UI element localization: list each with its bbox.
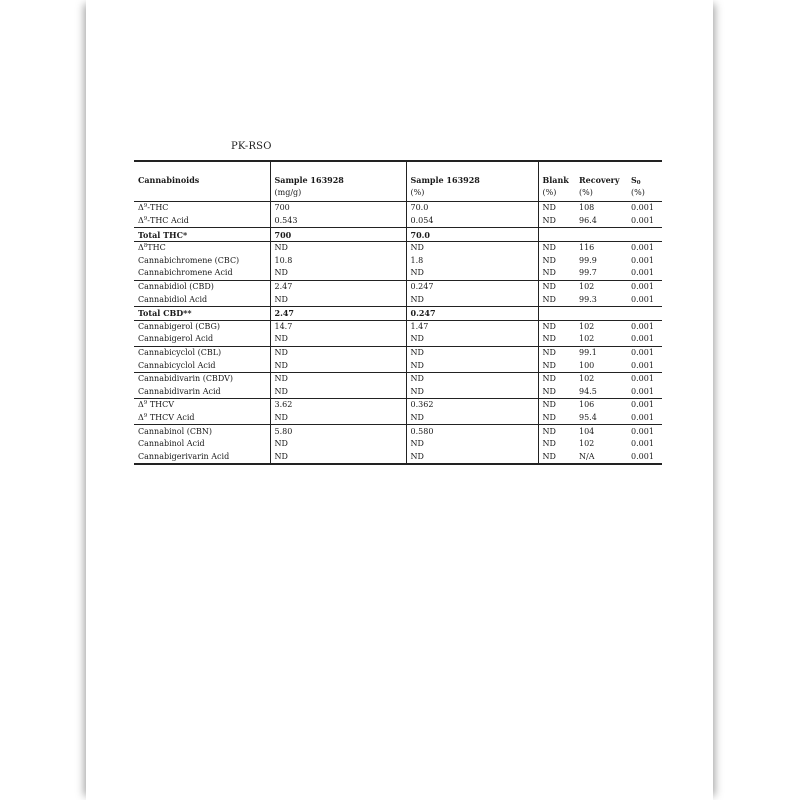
delta-symbol: Δ xyxy=(138,412,144,422)
cell-sample-mg: ND xyxy=(270,333,406,346)
cell-s0: 0.001 xyxy=(627,320,662,333)
cell-sample-mg: 0.543 xyxy=(270,215,406,228)
cell-s0: 0.001 xyxy=(631,439,654,449)
cell-s0 xyxy=(627,228,662,242)
cell-cannabinoid-name: Cannabinol Acid xyxy=(138,439,205,449)
cell-s0: 0.001 xyxy=(631,294,654,304)
cell-recovery xyxy=(575,228,627,242)
cell-sample-mg: 5.80 xyxy=(270,425,406,438)
cell-blank: ND xyxy=(538,267,575,280)
cell-s0: 0.001 xyxy=(627,372,662,385)
cell-recovery: 116 xyxy=(575,241,627,254)
cell-recovery: 102 xyxy=(579,439,595,449)
cell-blank xyxy=(538,306,575,320)
cell-cannabinoid-name: Cannabicyclol Acid xyxy=(138,360,216,370)
table-body xyxy=(134,202,662,464)
cell-cannabinoid-name: Total CBD** xyxy=(134,306,270,320)
table-row xyxy=(134,412,662,425)
units-sample-pct: (%) xyxy=(406,187,538,202)
cell-s0: 0.001 xyxy=(631,386,654,396)
cell-recovery: 100 xyxy=(579,360,595,370)
delta-symbol: Δ xyxy=(138,400,144,410)
cell-cannabinoid-name: Cannabichromene Acid xyxy=(138,268,233,278)
cell-s0: 0.001 xyxy=(627,346,662,359)
header-recovery: Recovery xyxy=(575,161,627,187)
cell-cannabinoid-name xyxy=(134,412,270,425)
table-total-row xyxy=(134,306,662,320)
cell-cannabinoid-name xyxy=(134,241,270,254)
cell-recovery: 96.4 xyxy=(579,216,597,226)
cell-s0: 0.001 xyxy=(627,280,662,293)
table-row xyxy=(134,399,662,412)
cell-sample-mg: ND xyxy=(270,293,406,306)
delta-symbol: Δ xyxy=(138,203,144,213)
table-row xyxy=(134,255,662,268)
cell-sample-pct: ND xyxy=(406,267,538,280)
cell-s0: 0.001 xyxy=(631,268,654,278)
table-row xyxy=(134,346,662,359)
cell-s0: 0.001 xyxy=(631,412,654,422)
cell-sample-mg: ND xyxy=(270,450,406,464)
cell-sample-mg: ND xyxy=(270,267,406,280)
cell-blank: ND xyxy=(538,346,575,359)
cell-cannabinoid-name: Cannabicyclol (CBL) xyxy=(134,346,270,359)
cell-sample-mg: ND xyxy=(270,386,406,399)
cell-blank: ND xyxy=(538,215,575,228)
units-s0: (%) xyxy=(627,187,662,202)
header-sample-pct: Sample 163928 xyxy=(406,161,538,187)
cell-cannabinoid-name: Cannabidivarin Acid xyxy=(138,386,221,396)
cell-recovery: 102 xyxy=(575,280,627,293)
document-title: PK-RSO xyxy=(231,141,272,152)
table-row xyxy=(134,280,662,293)
cell-sample-mg: ND xyxy=(270,372,406,385)
isomer-superscript: 9 xyxy=(143,216,148,223)
cell-blank: ND xyxy=(538,241,575,254)
cell-sample-pct: ND xyxy=(406,333,538,346)
header-s0-main: S xyxy=(631,175,637,186)
cell-s0: 0.001 xyxy=(627,241,662,254)
cell-cannabinoid-name: Cannabichromene (CBC) xyxy=(138,255,240,265)
delta-symbol: Δ xyxy=(138,243,144,253)
cannabinoid-results-table xyxy=(134,160,662,465)
isomer-superscript: 8 xyxy=(143,243,148,250)
cell-sample-pct: 1.8 xyxy=(406,255,538,268)
table-row xyxy=(134,372,662,385)
units-recovery: (%) xyxy=(575,187,627,202)
cell-sample-mg: 10.8 xyxy=(270,255,406,268)
cell-s0: 0.001 xyxy=(627,450,662,464)
cell-sample-pct: ND xyxy=(406,450,538,464)
cell-blank: ND xyxy=(538,412,575,425)
cell-recovery: 94.5 xyxy=(579,386,597,396)
cell-blank: ND xyxy=(538,399,575,412)
cell-recovery: 99.9 xyxy=(579,255,597,265)
cell-blank: ND xyxy=(538,333,575,346)
units-blank: (%) xyxy=(538,187,575,202)
cell-s0: 0.001 xyxy=(627,399,662,412)
cell-s0: 0.001 xyxy=(627,425,662,438)
cell-recovery: 99.3 xyxy=(579,294,597,304)
table-row xyxy=(134,359,662,372)
cannabinoid-name-text: THCV xyxy=(147,400,175,410)
cell-recovery: 99.1 xyxy=(575,346,627,359)
header-sample-mg: Sample 163928 xyxy=(270,161,406,187)
cell-sample-mg: ND xyxy=(270,359,406,372)
cell-recovery: 99.7 xyxy=(579,268,597,278)
cell-sample-pct: 70.0 xyxy=(406,202,538,215)
cell-s0: 0.001 xyxy=(631,216,654,226)
cell-sample-mg: 2.47 xyxy=(270,306,406,320)
cell-cannabinoid-name: Cannabidiol Acid xyxy=(138,294,208,304)
cell-sample-pct: 0.247 xyxy=(406,306,538,320)
cell-blank: ND xyxy=(538,320,575,333)
table-row xyxy=(134,438,662,451)
cell-cannabinoid-name: Cannabigerol Acid xyxy=(138,334,214,344)
cell-recovery: 102 xyxy=(575,372,627,385)
cell-cannabinoid-name xyxy=(134,215,270,228)
cell-blank: ND xyxy=(538,293,575,306)
cell-cannabinoid-name: Cannabidivarin (CBDV) xyxy=(134,372,270,385)
table-total-row xyxy=(134,228,662,242)
cell-cannabinoid-name: Total THC* xyxy=(134,228,270,242)
cell-cannabinoid-name xyxy=(134,399,270,412)
cell-sample-pct: 0.247 xyxy=(406,280,538,293)
cell-sample-pct: ND xyxy=(406,359,538,372)
cell-cannabinoid-name: Cannabigerivarin Acid xyxy=(134,450,270,464)
header-s0 xyxy=(627,161,662,187)
table-row xyxy=(134,241,662,254)
cell-recovery: N/A xyxy=(575,450,627,464)
cannabinoid-name-text: -THC xyxy=(147,203,169,213)
cell-s0: 0.001 xyxy=(631,255,654,265)
cell-blank: ND xyxy=(538,359,575,372)
table-row xyxy=(134,386,662,399)
cell-s0 xyxy=(627,306,662,320)
delta-symbol: Δ xyxy=(138,216,144,226)
cell-blank: ND xyxy=(538,386,575,399)
cell-recovery: 95.4 xyxy=(579,412,597,422)
cell-sample-pct: 70.0 xyxy=(406,228,538,242)
cell-sample-pct: 1.47 xyxy=(406,320,538,333)
header-blank: Blank xyxy=(538,161,575,187)
cell-s0: 0.001 xyxy=(631,334,654,344)
table-row xyxy=(134,293,662,306)
cell-sample-pct: 0.054 xyxy=(406,215,538,228)
cell-sample-mg: ND xyxy=(270,346,406,359)
header-cannabinoids: Cannabinoids xyxy=(134,161,270,187)
cell-sample-pct: 0.580 xyxy=(406,425,538,438)
cell-blank: ND xyxy=(538,450,575,464)
isomer-superscript: 9 xyxy=(143,400,148,407)
cell-cannabinoid-name xyxy=(134,202,270,215)
cell-sample-mg: 14.7 xyxy=(270,320,406,333)
cell-cannabinoid-name: Cannabidiol (CBD) xyxy=(134,280,270,293)
cell-recovery: 102 xyxy=(579,334,595,344)
table-row xyxy=(134,215,662,228)
cell-sample-pct: ND xyxy=(406,241,538,254)
cell-cannabinoid-name: Cannabigerol (CBG) xyxy=(134,320,270,333)
table-units-row xyxy=(134,187,662,202)
cell-recovery: 108 xyxy=(579,203,595,213)
table-header-row xyxy=(134,161,662,187)
units-cannabinoids xyxy=(134,187,270,202)
table-row xyxy=(134,202,662,215)
cell-sample-pct: ND xyxy=(406,412,538,425)
cell-blank: ND xyxy=(538,425,575,438)
cell-sample-mg: 700 xyxy=(270,228,406,242)
table-row xyxy=(134,320,662,333)
cell-cannabinoid-name: Cannabinol (CBN) xyxy=(134,425,270,438)
isomer-superscript: 9 xyxy=(143,412,148,419)
cell-sample-pct: ND xyxy=(406,293,538,306)
cell-sample-pct: 0.362 xyxy=(406,399,538,412)
cell-sample-mg: ND xyxy=(270,438,406,451)
cell-sample-mg: ND xyxy=(270,412,406,425)
cell-recovery xyxy=(575,306,627,320)
cell-sample-mg: ND xyxy=(270,241,406,254)
cell-recovery: 102 xyxy=(575,320,627,333)
cell-sample-mg: 3.62 xyxy=(270,399,406,412)
isomer-superscript: 9 xyxy=(143,203,148,210)
cell-blank: ND xyxy=(538,372,575,385)
cell-blank: ND xyxy=(538,202,575,215)
cell-blank: ND xyxy=(538,280,575,293)
cannabinoid-name-text: -THC Acid xyxy=(147,216,189,226)
cannabinoid-name-text: THC xyxy=(147,243,166,253)
cell-sample-mg: 700 xyxy=(270,202,406,215)
cell-sample-pct: ND xyxy=(406,372,538,385)
cannabinoid-name-text: THCV Acid xyxy=(147,412,195,422)
table-row xyxy=(134,333,662,346)
table-row xyxy=(134,450,662,464)
cell-sample-mg: 2.47 xyxy=(270,280,406,293)
cell-blank: ND xyxy=(538,255,575,268)
cell-s0: 0.001 xyxy=(631,203,654,213)
cell-recovery: 106 xyxy=(575,399,627,412)
cell-blank xyxy=(538,228,575,242)
cell-sample-pct: ND xyxy=(406,386,538,399)
cell-s0: 0.001 xyxy=(631,360,654,370)
cell-blank: ND xyxy=(538,438,575,451)
header-s0-sub: 0 xyxy=(636,180,641,187)
cell-recovery: 104 xyxy=(575,425,627,438)
table-row xyxy=(134,425,662,438)
units-sample-mg: (mg/g) xyxy=(270,187,406,202)
cell-sample-pct: ND xyxy=(406,438,538,451)
cell-sample-pct: ND xyxy=(406,346,538,359)
table-row xyxy=(134,267,662,280)
